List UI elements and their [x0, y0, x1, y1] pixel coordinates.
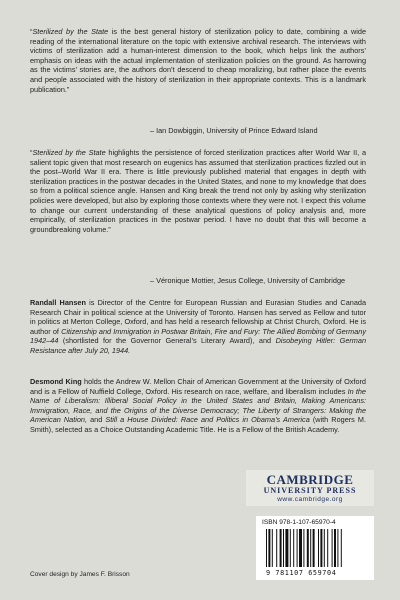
- author-name: Desmond King: [30, 377, 82, 386]
- barcode-digits: 9 781107 659704: [266, 569, 337, 577]
- barcode-bar: [297, 529, 298, 567]
- book-title: Still a House Divided: Race and Politics in Obama’s America: [105, 415, 310, 425]
- barcode-bar: [268, 529, 270, 567]
- book-title: Sterilized by the State: [32, 148, 106, 157]
- barcode-bar: [341, 529, 342, 567]
- blurb-dowbiggin: “Sterilized by the State is the best general history of sterilization policy to date, combining a wide reading of the international literature on the topic with extensive archival research. The interviews with victims of sterilization add a human-interest dimension to the book, which helps link the authors’ emphasis on ideas with the actual implementation of sterilization policies on the ground. As harrowing as the victims’ stories are, the authors don’t descend to cheap moralizing, but rather place the events and people associated with the history of sterilization in their appropriate contexts. This is a landmark publication.”: [30, 27, 366, 94]
- publisher-name: CAMBRIDGE: [266, 472, 354, 487]
- barcode-bar: [285, 529, 288, 567]
- author-bio-hansen: Randall Hansen is Director of the Centre for European Russian and Eurasian Studies and Canada Research Chair in political science at the University of Toronto. Hansen has served as Fellow and tutor in politics at Merton College, Oxford, and has held a research fellowship at Christ Church, Oxford. He is author of Citizenship and Immigration in Postwar Britain, Fire and Fury: The Allied Bombing of Germany 1942–44 (shortlisted for the Governor General’s Literary Award), and Disobeying Hitler: German Resistance after July 20, 1944.: [30, 298, 366, 355]
- blurb-attribution: – Véronique Mottier, Jesus College, University of Cambridge: [150, 276, 346, 285]
- barcode-bar: [272, 529, 273, 567]
- barcode-bar: [276, 529, 277, 567]
- isbn-barcode: [256, 516, 374, 580]
- publisher-url: www.cambridge.org: [277, 496, 343, 503]
- author-name: Randall Hansen: [30, 298, 86, 307]
- barcode-bar: [310, 529, 311, 567]
- blurb-text: is the best general history of sterilization policy to date, combining a wide reading of the international literature on the topic with extensive archival research. The interviews with victims of sterilization add a human-interest dimension to the book, which helps link the authors’ emphasis on ideas with the actual implementation of sterilization policies on the ground. As harrowing as the victims’ stories are, the authors don’t descend to cheap moralizing, but rather place the events and people associated with the history of sterilization in their appropriate contexts. This is a landmark publication.”: [30, 27, 366, 94]
- book-titles: Citizenship and Immigration in Postwar Britain, Fire and Fury: The Allied Bombing of Germany 1942–44: [30, 326, 366, 346]
- barcode-bar: [327, 529, 328, 567]
- book-title: Sterilized by the State: [32, 27, 109, 36]
- blurb-attribution: – Ian Dowbiggin, University of Prince Edward Island: [150, 126, 318, 135]
- cover-design-credit: Cover design by James F. Brisson: [30, 571, 130, 578]
- barcode-bar: [290, 529, 291, 567]
- barcode-bar: [324, 529, 325, 567]
- book-title: Disobeying Hitler: German Resistance after July 20, 1944.: [30, 336, 366, 355]
- barcode-bar: [332, 529, 333, 567]
- blurb-mottier: “Sterilized by the State highlights the persistence of forced sterilization practices after World War II, a salient topic given that most research on eugenics has assumed that sterilization practices fizzled out in the post–World War II era. There is little previously published material that engages in depth with sterilization practices in the postwar decades in the United States, and none to my knowledge that does so from a political science angle. Hansen and King break the trend not only by asking why sterilization policies were developed, but also by exploring those contexts where they were not. I expect this volume to change our current understanding of these analytical questions of policy analysis and, more empirically, of sterilization practices in the postwar period. I have no doubt that this will become a groundbreaking volume.”: [30, 148, 367, 234]
- barcode-bar: [299, 529, 302, 567]
- publisher-logo: [246, 470, 374, 506]
- barcode-bar: [293, 529, 294, 567]
- publisher-subname: UNIVERSITY PRESS: [263, 486, 357, 495]
- blurb-text: highlights the persistence of forced sterilization practices after World War II, a salient topic given that most research on eugenics has assumed that sterilization practices fizzled out in the post–World War II era. There is little previously published material that engages in depth with sterilization practices in the postwar decades in the United States, and none to my knowledge that does so from a political science angle. Hansen and King break the trend not only by asking why sterilization policies were developed, but also by exploring those contexts where they were not. I expect this volume to change our current understanding of these analytical questions of policy analysis and, more empirically, of sterilization practices in the postwar period. I have no doubt that this will become a groundbreaking volume.”: [30, 148, 367, 234]
- barcode-bar: [280, 529, 282, 567]
- barcode-bar: [318, 529, 319, 567]
- isbn-label: ISBN 978-1-107-65970-4: [262, 519, 336, 526]
- barcode-bar: [307, 529, 309, 567]
- barcode-bar: [266, 529, 267, 567]
- book-titles: In the Name of Liberalism: Illiberal Social Policy in the United States and Britain, Making Americans: Immigration, Race, and the Origins of the Diverse Democracy; The Liberty of Strangers: Making the American Nation,: [30, 386, 366, 425]
- barcode-bar: [303, 529, 304, 567]
- author-bio-king: Desmond King holds the Andrew W. Mellon Chair of American Government at the University of Oxford and is a Fellow of Nuffield College, Oxford. His research on race, welfare, and liberalism includes In the Name of Liberalism: Illiberal Social Policy in the United States and Britain, Making Americans: Immigration, Race, and the Origins of the Diverse Democracy; The Liberty of Strangers: Making the American Nation, and Still a House Divided: Race and Politics in Obama’s America (with Rogers M. Smith), selected as a Choice Outstanding Academic Title. He is a Fellow of the British Academy.: [30, 377, 367, 434]
- barcode-bar: [337, 529, 338, 567]
- barcode-bar: [313, 529, 315, 567]
- barcode-bar: [334, 529, 336, 567]
- barcode-bar: [283, 529, 284, 567]
- barcode-bar: [320, 529, 322, 567]
